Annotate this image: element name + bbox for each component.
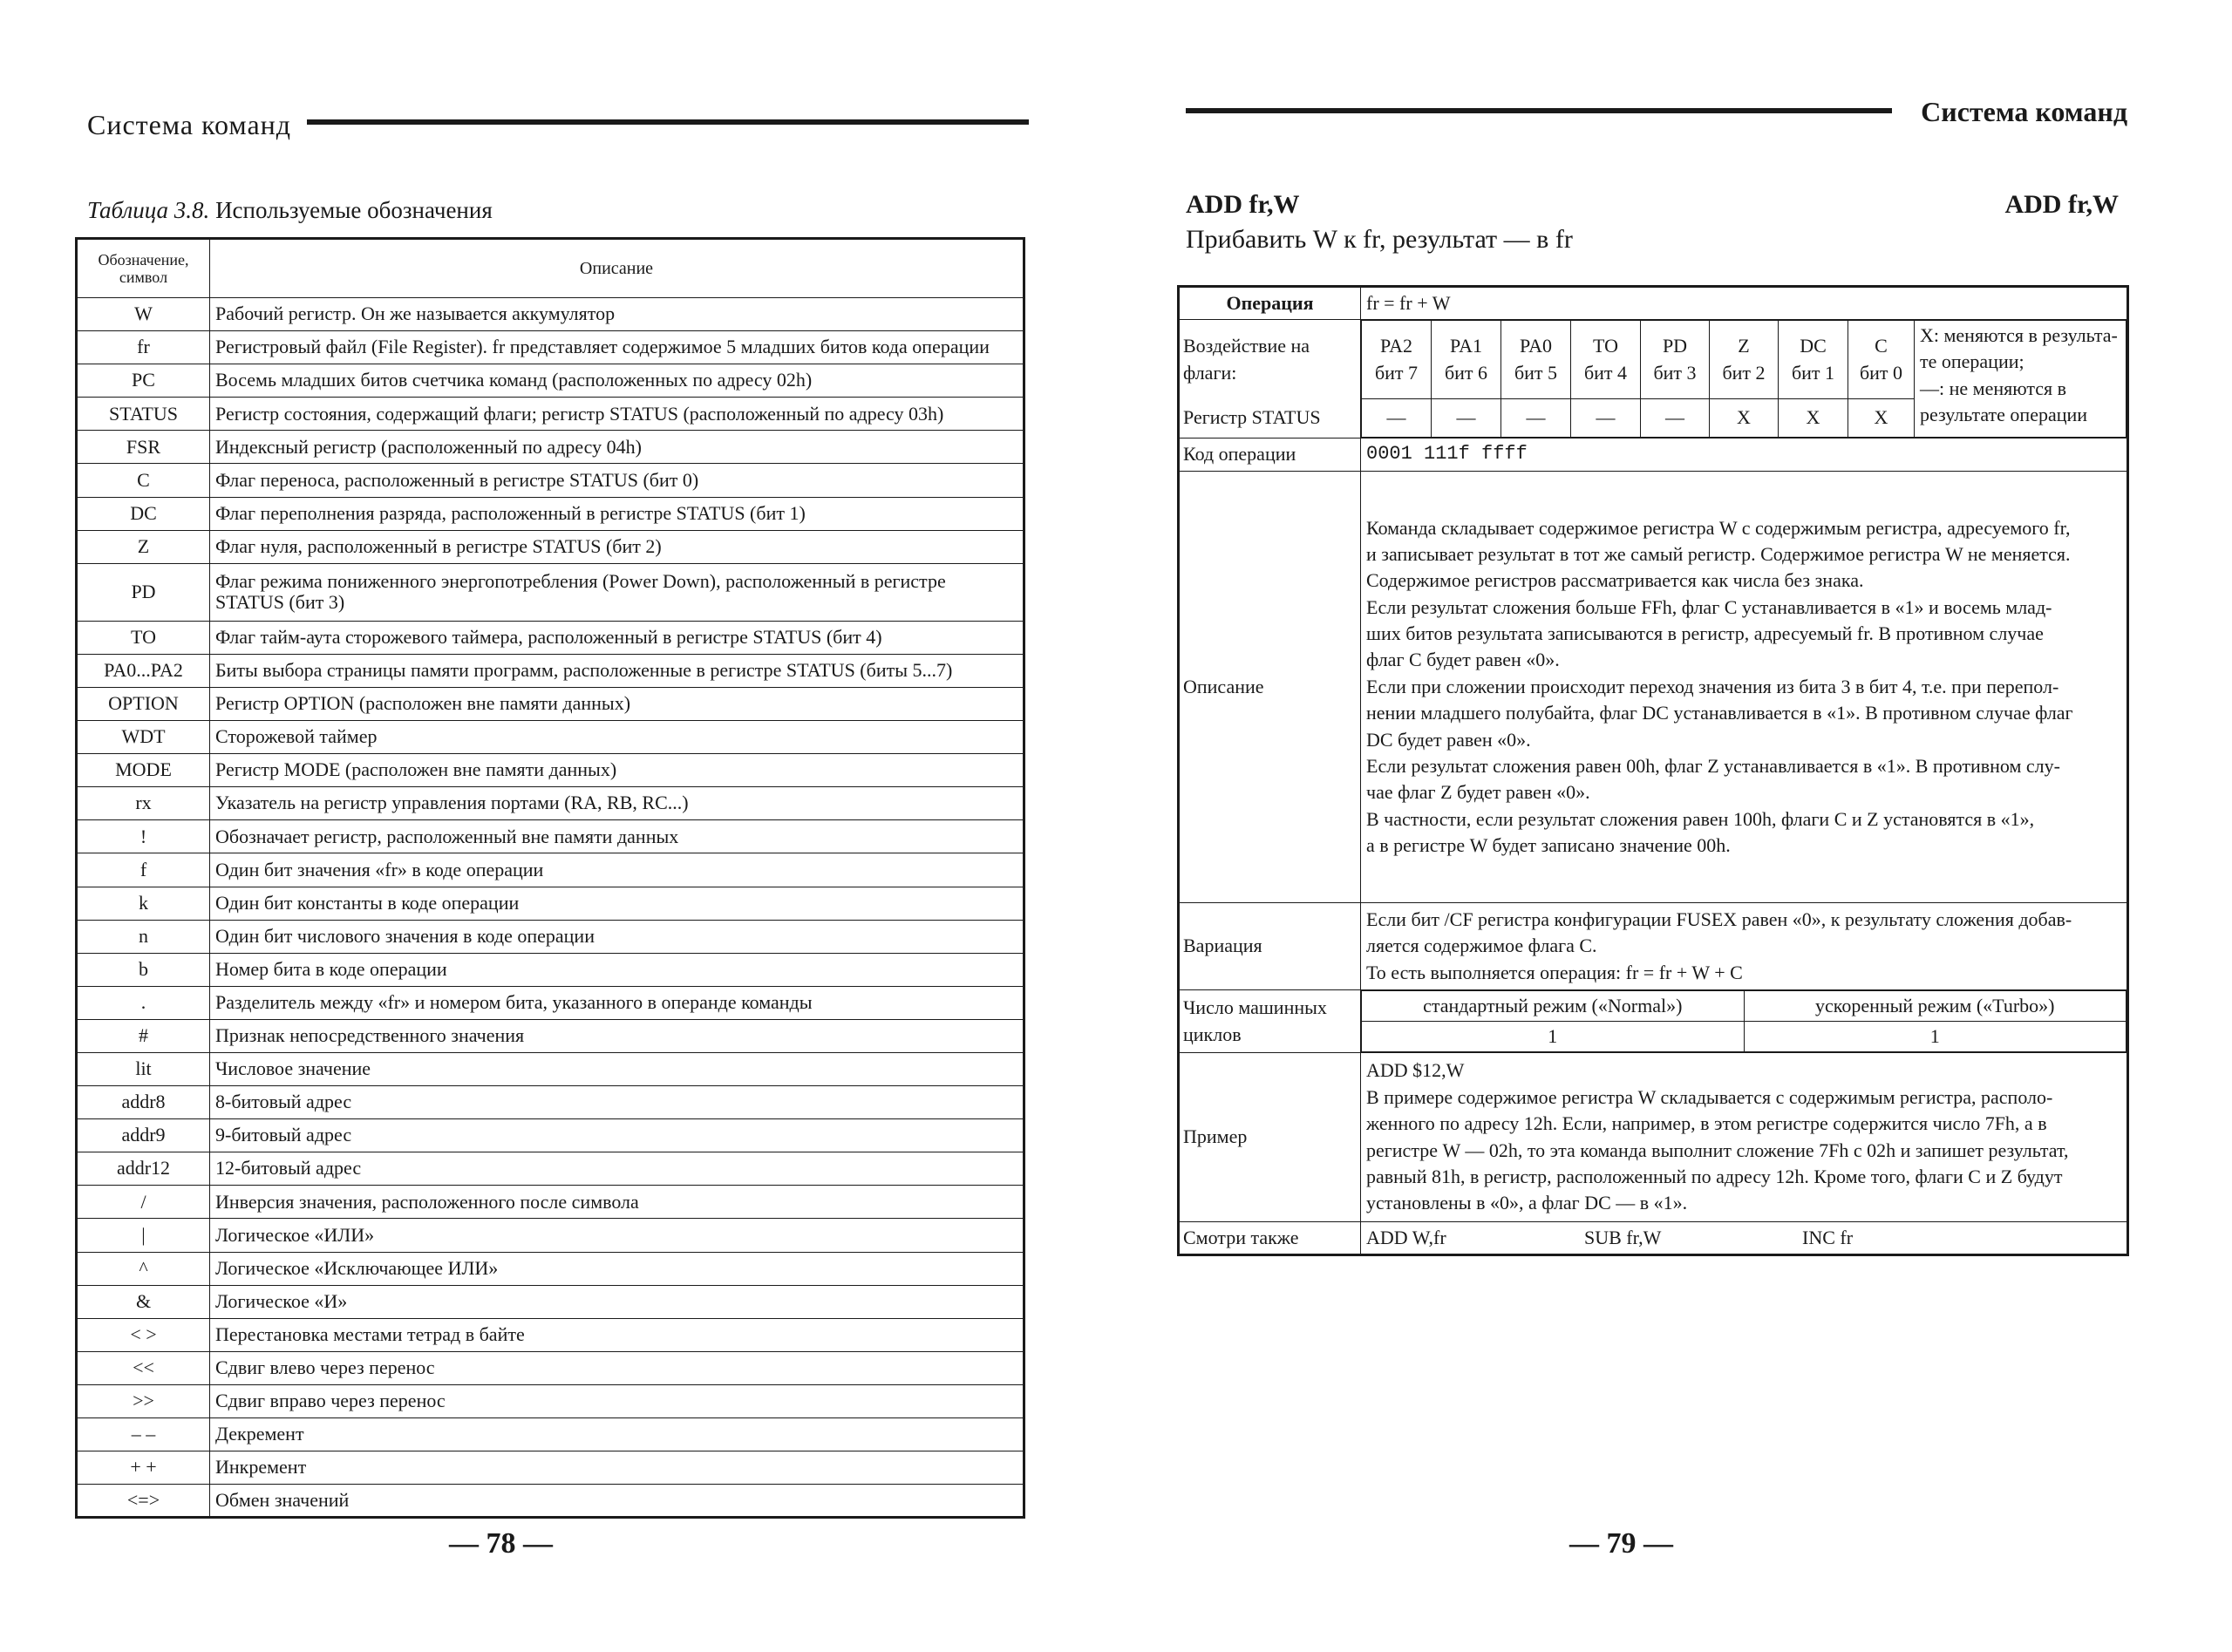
flags-cell [1361, 320, 2128, 438]
header-title: Система команд [1921, 96, 2127, 127]
flag-name: PA0 [1519, 335, 1553, 357]
table-row [77, 621, 1024, 654]
cycles-turbo-value: 1 [1744, 1022, 2127, 1052]
variation-row [1179, 903, 2128, 990]
table-row [77, 1252, 1024, 1285]
flag-name-cell [1848, 321, 1915, 399]
see-also-row [1179, 1222, 2128, 1255]
description-cell: Номер бита в коде операции [210, 953, 1024, 986]
description-cell: Один бит значения «fr» в коде операции [210, 853, 1024, 887]
flag-name-cell [1362, 321, 1432, 399]
symbol-cell: Z [77, 530, 210, 563]
symbol-cell: rx [77, 787, 210, 820]
flag-name-cell [1779, 321, 1848, 399]
description-line: Если при сложении происходит переход значения из бита 3 в бит 4, т.е. при перепол- [1366, 675, 2059, 697]
description-cell: Флаг режима пониженного энергопотребления (Power Down), расположенный в регистре STATUS (бит 3) [210, 563, 1024, 621]
flag-name: TO [1593, 335, 1618, 357]
table-caption [87, 197, 493, 224]
symbol-cell: <=> [77, 1485, 210, 1518]
symbol-cell: OPTION [77, 687, 210, 720]
variation-label: Вариация [1179, 903, 1361, 990]
flags-table [1361, 320, 2127, 438]
variation-line: ляется содержимое флага C. [1366, 935, 1597, 957]
symbol-cell: PD [77, 563, 210, 621]
flag-name-cell [1710, 321, 1779, 399]
table-row [77, 530, 1024, 563]
flag-value: X [1848, 399, 1915, 438]
table-row [77, 1351, 1024, 1384]
description-line: чае флаг Z будет равен «0». [1366, 781, 1590, 804]
description-cell: Сторожевой таймер [210, 721, 1024, 754]
flag-note-changed: X: меняются в результа-те операции; [1920, 324, 2118, 373]
table-row [77, 887, 1024, 920]
table-row [77, 1485, 1024, 1518]
description-cell: Флаг переполнения разряда, расположенный в регистре STATUS (бит 1) [210, 497, 1024, 530]
symbol-cell: ! [77, 820, 210, 853]
opcode-label: Код операции [1179, 438, 1361, 472]
description-row [1179, 472, 2128, 903]
flag-value: X [1710, 399, 1779, 438]
description-cell: Флаг нуля, расположенный в регистре STATUS (бит 2) [210, 530, 1024, 563]
flags-label-effect: Воздействие на флаги: [1183, 335, 1310, 384]
flag-name: PA1 [1449, 335, 1483, 357]
flag-name: Z [1738, 335, 1750, 357]
operation-label: Операция [1179, 287, 1361, 320]
example-line: В примере содержимое регистра W складывается с содержимым регистра, располо- [1366, 1085, 2053, 1108]
flag-bit: бит 4 [1583, 361, 1628, 384]
description-cell: Инверсия значения, расположенного после символа [210, 1186, 1024, 1219]
example-lines [1366, 1084, 2121, 1217]
symbol-cell: DC [77, 497, 210, 530]
command-name: ADD fr,W [1186, 190, 1300, 219]
symbol-cell: PC [77, 364, 210, 398]
description-line: В частности, если результат сложения равен 100h, флаги C и Z установятся в «1», [1366, 807, 2035, 830]
see-also-cell [1361, 1222, 2128, 1255]
description-cell: 12-битовый адрес [210, 1152, 1024, 1186]
symbols-table-body [77, 298, 1024, 1518]
symbol-cell: f [77, 853, 210, 887]
flags-label [1179, 320, 1361, 438]
description-cell: Флаг переноса, расположенный в регистре STATUS (бит 0) [210, 464, 1024, 497]
symbol-cell: b [77, 953, 210, 986]
see-also-item: ADD W,fr [1366, 1226, 1446, 1248]
symbol-cell: fr [77, 331, 210, 364]
cycles-cell [1361, 990, 2128, 1053]
page-number: — 78 — [449, 1527, 553, 1560]
table-row [77, 687, 1024, 720]
flag-bit: бит 7 [1374, 361, 1419, 384]
symbol-cell: MODE [77, 754, 210, 787]
header-title: Система команд [87, 109, 292, 140]
description-cell: Декремент [210, 1418, 1024, 1451]
description-cell: Восемь младших битов счетчика команд (расположенных по адресу 02h) [210, 364, 1024, 398]
flag-name-cell [1571, 321, 1641, 399]
operation-row [1179, 287, 2128, 320]
table-row [77, 853, 1024, 887]
table-row [77, 654, 1024, 687]
opcode-value: 0001 111f ffff [1361, 438, 2128, 472]
description-cell: Рабочий регистр. Он же называется аккумулятор [210, 298, 1024, 331]
caption-title: Используемые обозначения [215, 197, 493, 223]
flag-bit: бит 6 [1444, 361, 1488, 384]
example-code: ADD $12,W [1366, 1059, 1465, 1082]
command-name-right: ADD fr,W [2004, 190, 2119, 219]
flags-label-register: Регистр STATUS [1183, 406, 1321, 429]
caption-label: Таблица 3.8. [87, 197, 210, 223]
description-cell: Указатель на регистр управления портами (RA, RB, RC...) [210, 787, 1024, 820]
symbol-cell: / [77, 1186, 210, 1219]
flag-note [1915, 321, 2127, 438]
table-row [77, 820, 1024, 853]
description-cell: Регистровый файл (File Register). fr представляет содержимое 5 младших битов кода операции [210, 331, 1024, 364]
see-also-item: INC fr [1802, 1226, 1854, 1248]
flag-name-cell [1641, 321, 1710, 399]
table-row [77, 331, 1024, 364]
flag-value: — [1432, 399, 1501, 438]
table-row [77, 1219, 1024, 1252]
symbol-cell: C [77, 464, 210, 497]
symbol-cell: # [77, 1019, 210, 1052]
example-line: равный 81h, в регистр, расположенный по адресу 12h. Кроме того, флаги C и Z будут [1366, 1165, 2063, 1187]
flag-name: C [1875, 335, 1888, 357]
example-row [1179, 1053, 2128, 1222]
symbol-cell: W [77, 298, 210, 331]
symbol-cell: – – [77, 1418, 210, 1451]
description-text [1361, 472, 2128, 903]
description-cell: Один бит числового значения в коде операции [210, 920, 1024, 953]
description-line: ших битов результата записываются в регистр, адресуемый fr. В противном случае [1366, 622, 2044, 645]
header-rule [1186, 108, 1892, 113]
description-cell: Флаг тайм-аута сторожевого таймера, расположенный в регистре STATUS (бит 4) [210, 621, 1024, 654]
symbol-cell: TO [77, 621, 210, 654]
table-row [77, 1451, 1024, 1485]
description-column-header: Описание [210, 239, 1024, 298]
operation-value: fr = fr + W [1361, 287, 2128, 320]
table-row [77, 1186, 1024, 1219]
flag-value: — [1501, 399, 1571, 438]
symbol-cell: | [77, 1219, 210, 1252]
table-row [77, 1384, 1024, 1417]
table-row [77, 431, 1024, 464]
see-also-label: Смотри также [1179, 1222, 1361, 1255]
table-row [77, 721, 1024, 754]
description-cell: Сдвиг влево через перенос [210, 1351, 1024, 1384]
description-line: нении младшего полубайта, флаг DC устанавливается в «1». В противном случае флаг [1366, 702, 2073, 724]
flag-name-cell [1501, 321, 1571, 399]
description-cell: Логическое «И» [210, 1285, 1024, 1318]
table-row [77, 563, 1024, 621]
table-row [77, 754, 1024, 787]
flag-name: PD [1662, 335, 1688, 357]
symbol-cell: STATUS [77, 398, 210, 431]
description-line: и записывает результат в тот же самый регистр. Содержимое регистра W не меняется. [1366, 543, 2071, 566]
description-cell: Логическое «ИЛИ» [210, 1219, 1024, 1252]
description-line: Если результат сложения равен 00h, флаг Z устанавливается в «1». В противном слу- [1366, 754, 2060, 777]
table-row [77, 497, 1024, 530]
description-cell: Сдвиг вправо через перенос [210, 1384, 1024, 1417]
symbol-cell: << [77, 1351, 210, 1384]
symbol-cell: addr8 [77, 1086, 210, 1119]
cycles-row [1179, 990, 2128, 1053]
cycles-turbo-label: ускоренный режим («Turbo») [1744, 991, 2127, 1022]
symbol-cell: lit [77, 1052, 210, 1085]
flag-name-cell [1432, 321, 1501, 399]
flag-bit: бит 1 [1791, 361, 1835, 384]
running-header [87, 109, 1029, 147]
description-cell: Обмен значений [210, 1485, 1024, 1518]
flag-value: X [1779, 399, 1848, 438]
flag-bit: бит 2 [1722, 361, 1766, 384]
symbols-table [75, 237, 1025, 1519]
description-cell: Числовое значение [210, 1052, 1024, 1085]
symbol-cell: + + [77, 1451, 210, 1485]
description-cell: Регистр MODE (расположен вне памяти данных) [210, 754, 1024, 787]
table-row [77, 986, 1024, 1019]
symbol-cell: < > [77, 1318, 210, 1351]
symbol-cell: FSR [77, 431, 210, 464]
flag-bit: бит 5 [1514, 361, 1558, 384]
symbol-cell: ^ [77, 1252, 210, 1285]
table-row [77, 1086, 1024, 1119]
description-cell: Инкремент [210, 1451, 1024, 1485]
table-row [77, 1019, 1024, 1052]
description-cell: Индексный регистр (расположенный по адресу 04h) [210, 431, 1024, 464]
description-line: Содержимое регистров рассматривается как числа без знака. [1366, 569, 1864, 592]
description-cell: Логическое «Исключающее ИЛИ» [210, 1252, 1024, 1285]
command-table [1177, 285, 2129, 1256]
example-line: регистре W — 02h, то эта команда выполнит сложение 7Fh с 02h и запишет результат, [1366, 1139, 2069, 1161]
opcode-row [1179, 438, 2128, 472]
table-row [77, 1285, 1024, 1318]
symbol-cell: & [77, 1285, 210, 1318]
cycles-label: Число машинных циклов [1179, 990, 1361, 1053]
variation-line: То есть выполняется операция: fr = fr + W + C [1366, 961, 1743, 983]
flag-value: — [1641, 399, 1710, 438]
flags-row [1179, 320, 2128, 438]
description-label: Описание [1179, 472, 1361, 903]
description-cell: Биты выбора страницы памяти программ, расположенные в регистре STATUS (биты 5...7) [210, 654, 1024, 687]
description-cell: Обозначает регистр, расположенный вне памяти данных [210, 820, 1024, 853]
symbol-cell: >> [77, 1384, 210, 1417]
table-row [77, 1119, 1024, 1152]
table-row [77, 1418, 1024, 1451]
flag-names-row [1362, 321, 2127, 399]
symbol-cell: addr12 [77, 1152, 210, 1186]
description-line: Если результат сложения больше FFh, флаг C устанавливается в «1» и восемь млад- [1366, 595, 2052, 618]
description-cell: Регистр OPTION (расположен вне памяти данных) [210, 687, 1024, 720]
table-row [77, 953, 1024, 986]
description-cell: 8-битовый адрес [210, 1086, 1024, 1119]
example-line: установлены в «0», а флаг DC — в «1». [1366, 1192, 1688, 1214]
table-row [77, 1318, 1024, 1351]
description-line: Команда складывает содержимое регистра W с содержимым регистра, адресуемого fr, [1366, 516, 2071, 539]
cycles-normal-value: 1 [1362, 1022, 1745, 1052]
symbol-cell: n [77, 920, 210, 953]
page-number: — 79 — [1569, 1527, 1673, 1560]
description-cell: Признак непосредственного значения [210, 1019, 1024, 1052]
see-also-item: SUB fr,W [1584, 1226, 1662, 1248]
symbol-cell: k [77, 887, 210, 920]
flag-note-unchanged: —: не меняются в результате операции [1920, 377, 2088, 426]
right-page [1116, 0, 2232, 1652]
header-rule [307, 119, 1029, 125]
running-header [1186, 96, 2127, 134]
flag-name: DC [1800, 335, 1827, 357]
symbol-cell: . [77, 986, 210, 1019]
flag-name: PA2 [1379, 335, 1413, 357]
description-line: DC будет равен «0». [1366, 728, 1531, 751]
flag-value: — [1362, 399, 1432, 438]
command-subtitle: Прибавить W к fr, результат — в fr [1186, 225, 1573, 254]
description-cell: 9-битовый адрес [210, 1119, 1024, 1152]
table-row [77, 464, 1024, 497]
table-row [77, 398, 1024, 431]
description-cell: Перестановка местами тетрад в байте [210, 1318, 1024, 1351]
cycles-normal-label: стандартный режим («Normal») [1362, 991, 1745, 1022]
table-row [77, 364, 1024, 398]
variation-line: Если бит /CF регистра конфигурации FUSEX равен «0», к результату сложения добав- [1366, 908, 2072, 930]
table-row [77, 298, 1024, 331]
symbol-cell: PA0...PA2 [77, 654, 210, 687]
table-row [77, 920, 1024, 953]
example-label: Пример [1179, 1053, 1361, 1222]
description-cell: Регистр состояния, содержащий флаги; регистр STATUS (расположенный по адресу 03h) [210, 398, 1024, 431]
cycles-table [1361, 990, 2127, 1052]
symbol-column-header: Обозначение, символ [77, 239, 210, 298]
flag-bit: бит 0 [1859, 361, 1903, 384]
variation-text [1361, 903, 2128, 990]
example-text [1361, 1053, 2128, 1222]
table-row [77, 1052, 1024, 1085]
table-row [77, 1152, 1024, 1186]
symbol-cell: WDT [77, 721, 210, 754]
description-cell: Один бит константы в коде операции [210, 887, 1024, 920]
description-cell: Разделитель между «fr» и номером бита, указанного в операнде команды [210, 986, 1024, 1019]
symbol-cell: addr9 [77, 1119, 210, 1152]
flag-bit: бит 3 [1653, 361, 1697, 384]
table-row [77, 787, 1024, 820]
description-line: а в регистре W будет записано значение 00h. [1366, 833, 1731, 856]
description-line: флаг C будет равен «0». [1366, 649, 1560, 671]
symbols-table-header [77, 239, 1024, 298]
see-also-list [1366, 1225, 2121, 1251]
example-line: женного по адресу 12h. Если, например, в этом регистре содержится число 7Fh, а в [1366, 1112, 2047, 1135]
flag-value: — [1571, 399, 1641, 438]
